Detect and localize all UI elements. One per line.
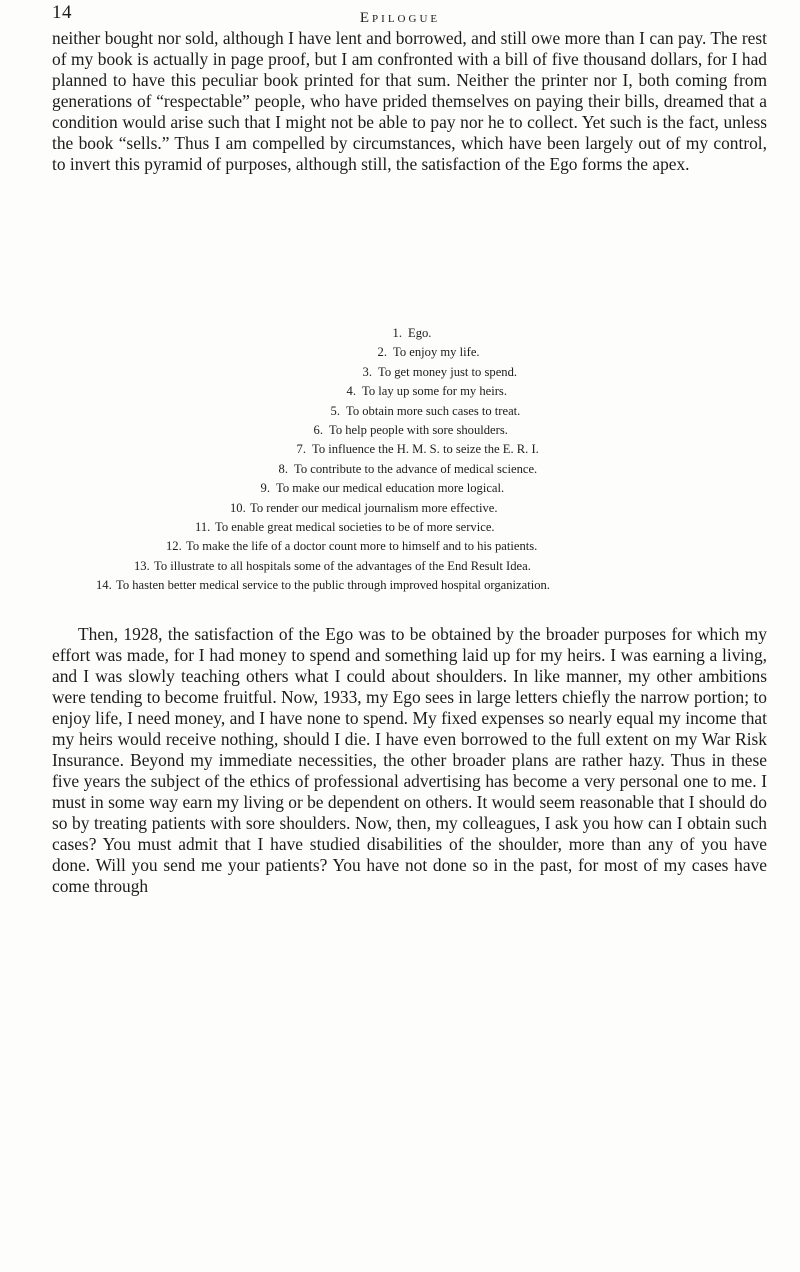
list-item xyxy=(52,324,767,343)
list-number: 6. xyxy=(313,423,323,438)
list-number: 3. xyxy=(362,364,372,379)
paragraph-block-1 xyxy=(52,28,767,175)
list-text: To hasten better medical service to the public through improved hospital organization. xyxy=(116,578,550,593)
paragraph-block-2 xyxy=(52,624,767,897)
list-text: To make our medical education more logical. xyxy=(276,481,505,496)
list-number: 7. xyxy=(296,442,306,457)
list-item xyxy=(52,479,767,498)
list-text: To illustrate to all hospitals some of the advantages of the End Result Idea. xyxy=(154,558,531,573)
list-text: Ego. xyxy=(408,326,432,340)
running-title: Epilogue xyxy=(359,10,441,26)
list-number: 4. xyxy=(346,384,356,399)
list-number: 14. xyxy=(96,578,112,593)
list-item xyxy=(52,518,767,537)
list-text: To enable great medical societies to be of more service. xyxy=(215,520,495,535)
list-item xyxy=(52,499,767,518)
list-number: 13. xyxy=(134,558,150,573)
list-item xyxy=(52,440,767,459)
list-item xyxy=(52,557,767,576)
list-text: To enjoy my life. xyxy=(393,345,480,360)
list-item xyxy=(52,343,767,362)
list-text: To make the life of a doctor count more to himself and to his patients. xyxy=(186,539,538,554)
list-number: 8. xyxy=(278,461,288,476)
list-number: 5. xyxy=(330,403,340,418)
list-item xyxy=(52,576,767,595)
list-number: 10. xyxy=(230,500,246,515)
paragraph: Then, 1928, the satisfaction of the Ego was to be obtained by the broader purposes for which my effort was made, for I had money to spend and something laid up for my heirs. I was earning a living, and I was slowly teaching others what I could about shoulders. In like manner, my other ambitions were tending to become fruitful. Now, 1933, my Ego sees in large letters chiefly the narrow portion; to enjoy life, I need money, and I have none to spend. My fixed expenses so nearly equal my income that my heirs would receive nothing, should I die. I have even borrowed to the full extent on my War Risk Insurance. Beyond my immediate necessities, the other broader plans are rather hazy. Thus in these five years the subject of the ethics of professional advertising has become a very personal one to me. I must in some way earn my living or be dependent on others. It would seem reasonable that I should do so by treating patients with sore shoulders. Now, then, my colleagues, I ask you how can I obtain such cases? You must admit that I have studied disabilities of the shoulder, more than any of you have done. Will you send me your patients? You have not done so in the past, for most of my cases have come through xyxy=(52,624,767,896)
list-item xyxy=(52,460,767,479)
list-item xyxy=(52,363,767,382)
list-number: 9. xyxy=(260,481,270,496)
list-text: To influence the H. M. S. to seize the E. R. I. xyxy=(312,442,539,457)
list-text: To contribute to the advance of medical science. xyxy=(294,461,538,476)
list-item xyxy=(52,537,767,556)
list-text: To get money just to spend. xyxy=(378,364,518,379)
list-item xyxy=(52,421,767,440)
list-number: 2. xyxy=(377,345,387,360)
paragraph: neither bought nor sold, although I have lent and borrowed, and still owe more than I can pay. The rest of my book is actually in page proof, but I am confronted with a bill of five thousand dollars, for I had planned to have this peculiar book printed for that sum. Neither the printer nor I, both coming from generations of “respectable” people, who have prided themselves on paying their bills, dreamed that a condition would arise such that I might not be able to pay nor he to collect. Yet such is the fact, unless the book “sells.” Thus I am compelled by circumstances, which have been largely out of my control, to invert this pyramid of purposes, although still, the satisfaction of the Ego forms the apex. xyxy=(52,28,767,174)
list-number: 1. xyxy=(392,326,402,340)
purposes-list xyxy=(52,324,767,596)
list-number: 12. xyxy=(166,539,182,554)
list-text: To help people with sore shoulders. xyxy=(329,423,508,438)
list-text: To render our medical journalism more effective. xyxy=(250,500,498,515)
list-number: 11. xyxy=(195,520,211,535)
list-text: To lay up some for my heirs. xyxy=(362,384,507,399)
list-text: To obtain more such cases to treat. xyxy=(346,403,521,418)
page-number: 14 xyxy=(52,2,72,23)
list-item xyxy=(52,382,767,401)
list-item xyxy=(52,402,767,421)
